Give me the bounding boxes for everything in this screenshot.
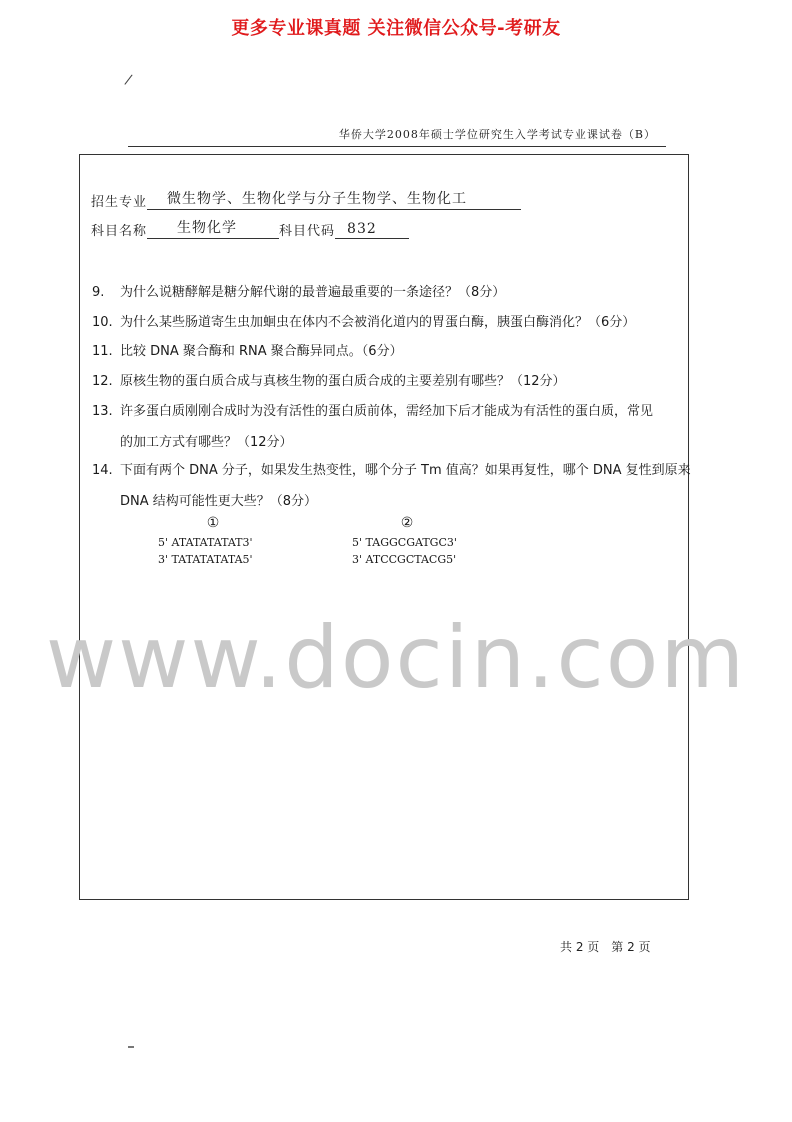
page-number: 共 2 页 第 2 页 bbox=[560, 940, 651, 954]
dna-molecule-1 bbox=[158, 515, 268, 568]
question-number: 11. bbox=[92, 344, 113, 359]
question-number: 9. bbox=[92, 285, 105, 300]
subject-value: 生物化学 bbox=[147, 217, 279, 239]
major-row bbox=[91, 190, 521, 210]
subject-row bbox=[91, 219, 409, 239]
strand-top: 5' TAGGCGATGC3' bbox=[352, 536, 457, 549]
question-text: 原核生物的蛋白质合成与真核生物的蛋白质合成的主要差别有哪些？（12分） bbox=[120, 374, 566, 389]
header-rule bbox=[128, 146, 666, 147]
question-10 bbox=[92, 311, 635, 330]
question-number: 13. bbox=[92, 404, 113, 419]
dna-molecule-2 bbox=[352, 515, 462, 568]
question-13 bbox=[92, 400, 653, 450]
strand-bottom: 3' ATCCGCTACG5' bbox=[352, 553, 457, 566]
watermark: www.docin.com bbox=[45, 608, 747, 708]
question-text: 为什么说糖酵解是糖分解代谢的最普遍最重要的一条途径？（8分） bbox=[120, 285, 506, 300]
question-11 bbox=[92, 340, 403, 359]
code-value: 832 bbox=[335, 221, 409, 239]
question-text-continued: 的加工方式有哪些？（12分） bbox=[120, 435, 293, 450]
question-number: 10. bbox=[92, 315, 113, 330]
subject-label: 科目名称 bbox=[91, 224, 148, 239]
question-text: 比较 DNA 聚合酶和 RNA 聚合酶异同点。（6分） bbox=[120, 344, 403, 359]
question-14 bbox=[92, 459, 691, 509]
question-9 bbox=[92, 281, 505, 300]
scan-mark bbox=[128, 1046, 134, 1048]
strand-top: 5' ATATATATAT3' bbox=[158, 536, 253, 549]
question-text: 下面有两个 DNA 分子，如果发生热变性，哪个分子 Tm 值高？如果再复性，哪个 DNA 复性到原来 bbox=[120, 463, 691, 478]
major-value: 微生物学、生物化学与分子生物学、生物化工 bbox=[147, 188, 521, 210]
code-label: 科目代码 bbox=[279, 224, 336, 239]
question-number: 12. bbox=[92, 374, 113, 389]
promo-banner: 更多专业课真题 关注微信公众号-考研友 bbox=[231, 18, 561, 39]
question-number: 14. bbox=[92, 463, 113, 478]
question-12 bbox=[92, 370, 566, 389]
question-text: 许多蛋白质刚刚合成时为没有活性的蛋白质前体，需经加下后才能成为有活性的蛋白质，常见 bbox=[120, 404, 654, 419]
circled-number-marker: ① bbox=[206, 515, 220, 531]
question-text-continued: DNA 结构可能性更大些？（8分） bbox=[120, 494, 318, 509]
strand-bottom: 3' TATATATATA5' bbox=[158, 553, 253, 566]
exam-header: 华侨大学2008年硕士学位研究生入学考试专业课试卷（B） bbox=[338, 128, 656, 141]
circled-number-marker: ② bbox=[400, 515, 414, 531]
scan-mark: / bbox=[123, 71, 134, 89]
question-text: 为什么某些肠道寄生虫加蛔虫在体内不会被消化道内的胃蛋白酶，胰蛋白酶消化？（6分） bbox=[120, 315, 636, 330]
major-label: 招生专业 bbox=[91, 195, 148, 210]
